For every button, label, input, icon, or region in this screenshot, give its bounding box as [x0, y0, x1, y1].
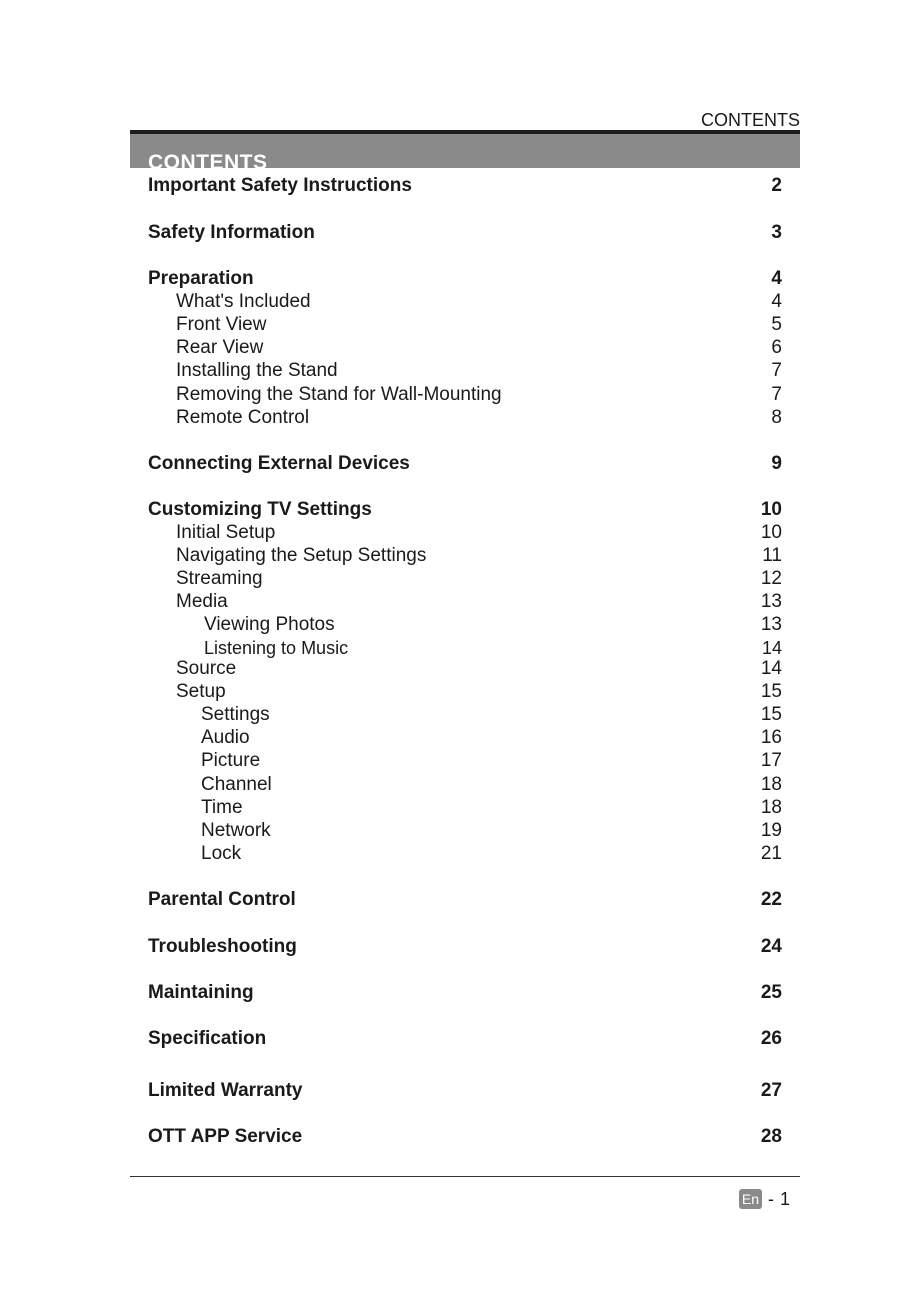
toc-entry-title: Media: [176, 591, 228, 612]
toc-entry-title: Important Safety Instructions: [148, 175, 412, 196]
toc-entry-title: Connecting External Devices: [148, 453, 410, 474]
toc-entry-page: 15: [760, 681, 782, 702]
page-number: 1: [779, 1188, 790, 1209]
toc-entry-title: Customizing TV Settings: [148, 499, 372, 520]
toc-entry-installing-the-stand[interactable]: [148, 359, 782, 383]
toc-entry-preparation[interactable]: [148, 267, 782, 291]
toc-entry-maintaining[interactable]: [148, 981, 782, 1005]
toc-entry-title: Front View: [176, 314, 267, 335]
toc-entry-connecting-external-devices[interactable]: [148, 452, 782, 476]
toc-entry-title: Lock: [201, 843, 242, 864]
toc-entry-limited-warranty[interactable]: [148, 1079, 782, 1103]
contents-title: CONTENTS: [148, 151, 268, 168]
toc-entry-title: Picture: [201, 750, 261, 771]
toc-entry-viewing-photos[interactable]: [148, 613, 782, 637]
toc-entry-removing-the-stand[interactable]: [148, 383, 782, 407]
toc-entry-title: Rear View: [176, 337, 264, 358]
toc-entry-page: 6: [771, 337, 782, 358]
toc-entry-page: 17: [760, 750, 782, 771]
toc-entry-page: 18: [760, 797, 782, 818]
toc-entry-setup[interactable]: [148, 680, 782, 704]
toc-entry-title: Safety Information: [148, 222, 315, 243]
contents-title-bar: [130, 130, 800, 168]
toc-entry-initial-setup[interactable]: [148, 521, 782, 545]
toc-entry-page: 4: [771, 268, 782, 289]
toc-entry-title: Removing the Stand for Wall-Mounting: [176, 384, 502, 405]
toc-entry-page: 12: [760, 568, 782, 589]
toc-entry-title: Troubleshooting: [148, 936, 297, 957]
toc-entry-specification[interactable]: [148, 1027, 782, 1051]
toc-entry-title: Installing the Stand: [176, 360, 338, 381]
toc-entry-page: 10: [760, 499, 782, 520]
toc-entry-page: 14: [761, 638, 782, 658]
toc-entry-rear-view[interactable]: [148, 336, 782, 360]
toc-entry-title: Audio: [201, 727, 250, 748]
toc-entry-streaming[interactable]: [148, 567, 782, 591]
toc-entry-important-safety-instructions[interactable]: [148, 174, 782, 198]
toc-entry-title: Source: [176, 658, 237, 679]
toc-entry-title: Navigating the Setup Settings: [176, 545, 427, 566]
toc-entry-channel[interactable]: [148, 773, 782, 797]
toc-entry-page: 25: [760, 982, 782, 1003]
toc-entry-title: Remote Control: [176, 407, 310, 428]
toc-entry-safety-information[interactable]: [148, 221, 782, 245]
toc-entry-parental-control[interactable]: [148, 888, 782, 912]
toc-entry-page: 19: [760, 820, 782, 841]
toc-entry-title: Time: [201, 797, 243, 818]
toc-entry-title: Channel: [201, 774, 272, 795]
toc-entry-page: 16: [760, 727, 782, 748]
toc-entry-title: Network: [201, 820, 271, 841]
toc-entry-page: 9: [771, 453, 782, 474]
toc-entry-lock[interactable]: [148, 842, 782, 866]
toc-entry-title: Specification: [148, 1028, 267, 1049]
toc-entry-title: Viewing Photos: [204, 614, 335, 635]
toc-entry-page: 11: [762, 545, 782, 566]
toc-entry-page: 26: [760, 1028, 782, 1049]
toc-entry-title: Preparation: [148, 268, 254, 289]
toc-entry-network[interactable]: [148, 819, 782, 843]
toc-entry-title: Settings: [201, 704, 270, 725]
toc-entry-title: Listening to Music: [204, 638, 349, 658]
toc-entry-page: 18: [760, 774, 782, 795]
toc-entry-audio[interactable]: [148, 726, 782, 750]
toc-entry-settings[interactable]: [148, 703, 782, 727]
toc-entry-title: Setup: [176, 681, 226, 702]
toc-entry-page: 27: [760, 1080, 782, 1101]
toc-entry-page: 8: [771, 407, 782, 428]
toc-entry-troubleshooting[interactable]: [148, 935, 782, 959]
toc-entry-page: 10: [760, 522, 782, 543]
toc-entry-title: Parental Control: [148, 889, 296, 910]
toc-entry-title: OTT APP Service: [148, 1126, 303, 1147]
toc-entry-page: 22: [760, 889, 782, 910]
toc-entry-navigating-setup-settings[interactable]: [148, 544, 782, 568]
toc-entry-media[interactable]: [148, 590, 782, 614]
toc-entry-page: 24: [760, 936, 782, 957]
toc-entry-page: 2: [771, 175, 782, 196]
page-separator: -: [767, 1188, 774, 1209]
toc-entry-page: 7: [771, 384, 782, 405]
toc-entry-page: 28: [760, 1126, 782, 1147]
toc-entry-remote-control[interactable]: [148, 406, 782, 430]
toc-entry-title: Streaming: [176, 568, 263, 589]
toc-entry-ott-app-service[interactable]: [148, 1125, 782, 1149]
page-header-label: CONTENTS: [701, 110, 800, 130]
toc-entry-page: 14: [760, 658, 782, 679]
toc-entry-page: 15: [760, 704, 782, 725]
toc-entry-page: 13: [760, 614, 782, 635]
toc-entry-title: What's Included: [176, 291, 311, 312]
toc-entry-time[interactable]: [148, 796, 782, 820]
toc-entry-title: Initial Setup: [176, 522, 276, 543]
toc-entry-page: 3: [771, 222, 782, 243]
toc-entry-page: 21: [760, 843, 782, 864]
toc-entry-source[interactable]: [148, 657, 782, 681]
toc-entry-whats-included[interactable]: [148, 290, 782, 314]
toc-entry-title: Limited Warranty: [148, 1080, 303, 1101]
toc-entry-picture[interactable]: [148, 749, 782, 773]
footer-divider: [130, 1176, 800, 1177]
toc-entry-page: 13: [760, 591, 782, 612]
toc-entry-page: 4: [771, 291, 782, 312]
toc-entry-page: 5: [771, 314, 782, 335]
toc-entry-customizing-tv-settings[interactable]: [148, 498, 782, 522]
toc-entry-front-view[interactable]: [148, 313, 782, 337]
footer-page-number: [739, 1188, 790, 1210]
toc-entry-title: Maintaining: [148, 982, 254, 1003]
toc-entry-page: 7: [771, 360, 782, 381]
language-badge: En: [739, 1189, 762, 1209]
